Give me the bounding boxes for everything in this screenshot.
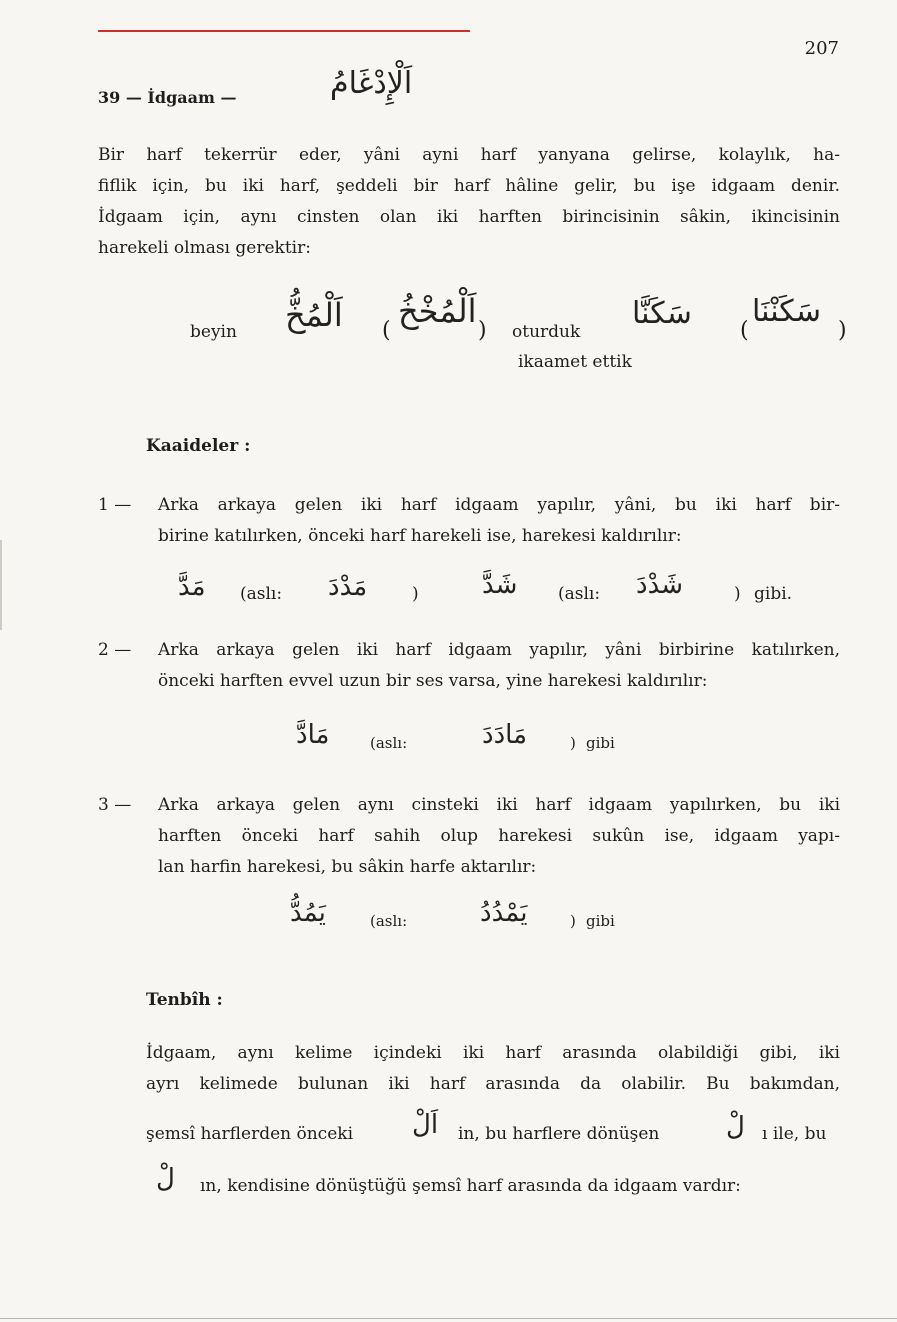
- section-heading: [98, 88, 237, 107]
- heading-dash: —: [125, 88, 142, 107]
- gibi-label: gibi.: [754, 584, 793, 604]
- intro-line: Bir harf tekerrür eder, yâni ayni harf yanyana gelirse, kolaylık, ha-: [98, 145, 840, 165]
- page-number: 207: [804, 38, 839, 59]
- heading-dash-2: —: [220, 88, 237, 107]
- rule3-arabic-yamuddu: يَمُدُّ: [290, 898, 326, 928]
- rule-number: 2 —: [98, 640, 132, 660]
- paren-close: ): [570, 734, 576, 752]
- example-arabic-mukh: اَلْمُخُّ: [285, 296, 343, 334]
- tenbih-line4: ın, kendisine dönüştüğü şemsî harf arasında da idgaam vardır:: [200, 1176, 741, 1196]
- rule-line: Arka arkaya gelen iki harf idgaam yapılır, yâni, bu iki harf bir-: [158, 495, 840, 515]
- rule-3: [98, 790, 840, 883]
- tenbih-line: İdgaam, aynı kelime içindeki iki harf arasında olabildiği gibi, iki: [146, 1043, 840, 1063]
- rule-line: Arka arkaya gelen aynı cinsteki iki harf idgaam yapılırken, bu iki: [158, 795, 840, 815]
- rule-1: [98, 490, 840, 552]
- tenbih-line: ayrı kelimede bulunan iki harf arasında da olabilir. Bu bakımdan,: [146, 1074, 840, 1094]
- tenbih-title: Tenbîh :: [146, 990, 223, 1010]
- example-word-beyin: beyin: [190, 322, 237, 342]
- intro-line: harekeli olması gerektir:: [98, 238, 311, 258]
- paren-close: ): [478, 318, 487, 343]
- example-arabic-sakanna-asl: سَكَنْنَا: [752, 294, 821, 329]
- asl-label: (aslı:: [370, 912, 408, 930]
- tenbih-paragraph: [146, 1038, 840, 1100]
- tenbih-line3-c: ı ile, bu: [762, 1124, 827, 1144]
- rule2-arabic-madda: مَادَّ: [296, 720, 330, 750]
- top-red-rule: [98, 30, 470, 32]
- rule-2: [98, 635, 840, 697]
- tenbih-line3-a: şemsî harflerden önceki: [146, 1124, 354, 1144]
- rule-line: birine katılırken, önceki harf harekeli ise, harekesi kaldırılır:: [158, 526, 682, 546]
- example-word-ikaamet: ikaamet ettik: [518, 352, 632, 372]
- intro-line: İdgaam için, aynı cinsten olan iki harften birincisinin sâkin, ikincisinin: [98, 207, 840, 227]
- rule2-arabic-madda-asl: مَادَدَ: [482, 720, 528, 750]
- paren-close: ): [412, 584, 419, 604]
- rule-number: 1 —: [98, 495, 132, 515]
- rules-title: Kaaideler :: [146, 436, 251, 456]
- asl-label-2: (aslı:: [558, 584, 601, 604]
- rule-line: Arka arkaya gelen iki harf idgaam yapılır, yâni birbirine katılırken,: [158, 640, 840, 660]
- asl-label: (aslı:: [240, 584, 283, 604]
- section-title: İdgaam: [147, 88, 215, 107]
- example-arabic-mukh-asl: اَلْمُخْخُ: [398, 292, 477, 330]
- example-arabic-sakanna: سَكَنَّا: [632, 296, 692, 331]
- gibi-label: gibi: [586, 912, 615, 930]
- rule1-arabic-madda: مَدَّ: [178, 572, 206, 602]
- paren-close: ): [570, 912, 576, 930]
- section-number: 39: [98, 88, 121, 107]
- paren-close-2: ): [734, 584, 741, 604]
- rule1-arabic-shadda-asl: شَدْدَ: [636, 570, 684, 600]
- paren-close-2: ): [838, 318, 847, 343]
- paren-open: (: [382, 318, 391, 343]
- rule1-arabic-madda-asl: مَدْدَ: [328, 572, 368, 602]
- intro-paragraph: [98, 140, 840, 264]
- tenbih-arabic-al: اَلْ: [412, 1110, 439, 1140]
- example-word-oturduk: oturduk: [512, 322, 581, 342]
- bottom-edge: [0, 1318, 897, 1319]
- tenbih-line3-b: in, bu harflere dönüşen: [458, 1124, 660, 1144]
- rule-line: önceki harften evvel uzun bir ses varsa, yine harekesi kaldırılır:: [158, 671, 708, 691]
- scan-edge-mark: [0, 540, 2, 630]
- heading-arabic: اَلْإِدْغَامُ: [330, 66, 413, 101]
- intro-line: fiflik için, bu iki harf, şeddeli bir harf hâline gelir, bu işe idgaam denir.: [98, 176, 840, 196]
- gibi-label: gibi: [586, 734, 615, 752]
- rule-line: lan harfin harekesi, bu sâkin harfe aktarılır:: [158, 857, 537, 877]
- tenbih-arabic-lam-2: لْ: [156, 1164, 175, 1194]
- tenbih-arabic-lam: لْ: [726, 1112, 745, 1142]
- rule3-arabic-yamuddu-asl: يَمْدُدُ: [480, 898, 528, 928]
- rule-line: harften önceki harf sahih olup harekesi sukûn ise, idgaam yapı-: [158, 826, 840, 846]
- rule-number: 3 —: [98, 795, 132, 815]
- paren-open-2: (: [740, 318, 749, 343]
- rule1-arabic-shadda: شَدَّ: [482, 570, 518, 600]
- asl-label: (aslı:: [370, 734, 408, 752]
